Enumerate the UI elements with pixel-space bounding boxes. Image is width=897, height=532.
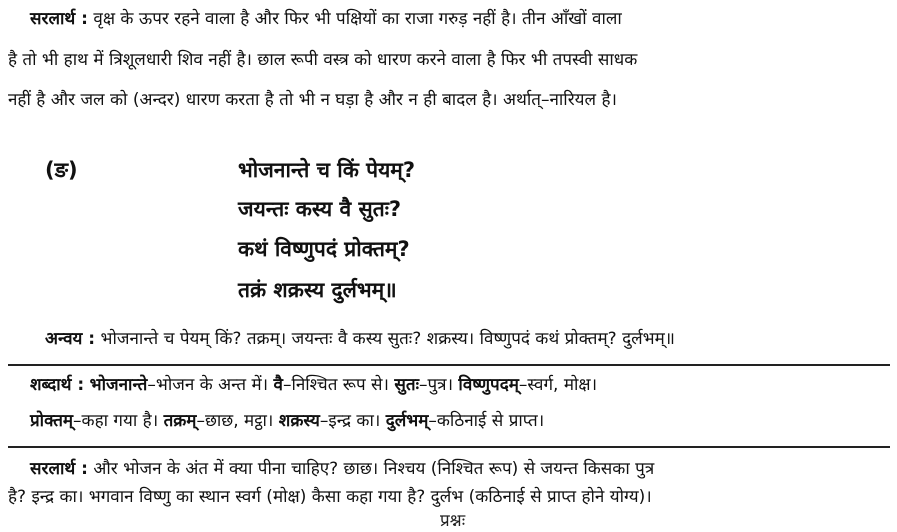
meaning-8: –कठिनाई से प्राप्त। (428, 411, 545, 431)
meaning-2: –निश्चित रूप से। (282, 375, 389, 395)
shabdarth-line-2 (30, 410, 544, 432)
verse-line-1: भोजनान्ते च किं पेयम्? (238, 158, 415, 182)
shabdarth-line-1 (30, 374, 597, 396)
word-2: वै (273, 375, 283, 395)
anvay-line (45, 328, 675, 350)
shabdarth-heading: शब्दार्थ : (30, 375, 85, 395)
saralarth-text-2: और भोजन के अंत में क्या पीना चाहिए? छाछ। निश्चय (निश्चित रूप) से जयन्त किसका पुत्र (93, 459, 655, 479)
word-4: विष्णुपदम् (458, 375, 519, 395)
verse-label: (ङ) (45, 158, 78, 182)
saralarth-text: वृक्ष के ऊपर रहने वाला है और फिर भी पक्षियों का राजा गरुड़ नहीं है। तीन आँखों वाला (93, 9, 622, 29)
word-1: भोजनान्ते (89, 375, 148, 395)
meaning-7: –इन्द्र का। (319, 411, 381, 431)
meaning-4: –स्वर्ग, मोक्ष। (518, 375, 598, 395)
saralarth-heading-2: सरलार्थ : (30, 459, 88, 479)
verse-line-3: कथं विष्णुपदं प्रोक्तम्? (238, 237, 410, 261)
word-6: तक्रम् (163, 411, 197, 431)
saralarth-para-1-line-3: नहीं है और जल को (अन्दर) धारण करता है तो भी न घड़ा है और न ही बादल है। अर्थात्–नारियल है। (8, 90, 617, 110)
anvay-text: भोजनान्ते च पेयम् किं? तक्रम्। जयन्तः वै कस्य सुतः? शक्रस्य। विष्णुपदं कथं प्रोक्तम्? दुर्लभम्॥ (100, 329, 675, 349)
verse-line-2: जयन्तः कस्य वै सुतः? (238, 197, 402, 221)
bottom-divider (8, 446, 890, 448)
cut-off-next-line: प्रश्नः (440, 511, 466, 531)
meaning-1: –भोजन के अन्त में। (147, 375, 269, 395)
word-3: सुतः (394, 375, 420, 395)
word-8: दुर्लभम् (385, 411, 429, 431)
anvay-heading: अन्वय : (45, 329, 96, 349)
meaning-6: –छाछ, मट्ठा। (196, 411, 274, 431)
meaning-5: –कहा गया है। (73, 411, 159, 431)
word-7: शक्रस्य (278, 411, 320, 431)
saralarth-heading: सरलार्थ : (30, 9, 88, 29)
meaning-3: –पुत्र। (419, 375, 454, 395)
verse-line-4: तक्रं शक्रस्य दुर्लभम्॥ (238, 278, 397, 302)
saralarth-para-1-line-2: है तो भी हाथ में त्रिशूलधारी शिव नहीं है। छाल रूपी वस्त्र को धारण करने वाला है फिर भी तपस्वी साधक (8, 50, 638, 70)
word-5: प्रोक्तम् (30, 411, 74, 431)
top-divider (8, 364, 890, 366)
saralarth-para-1-line-1 (30, 8, 622, 30)
saralarth-para-2-line-2: है? इन्द्र का। भगवान विष्णु का स्थान स्वर्ग (मोक्ष) कैसा कहा गया है? दुर्लभ (कठिनाई से प्राप्त होने योग्य)। (8, 487, 652, 507)
saralarth-para-2-line-1 (30, 458, 654, 480)
